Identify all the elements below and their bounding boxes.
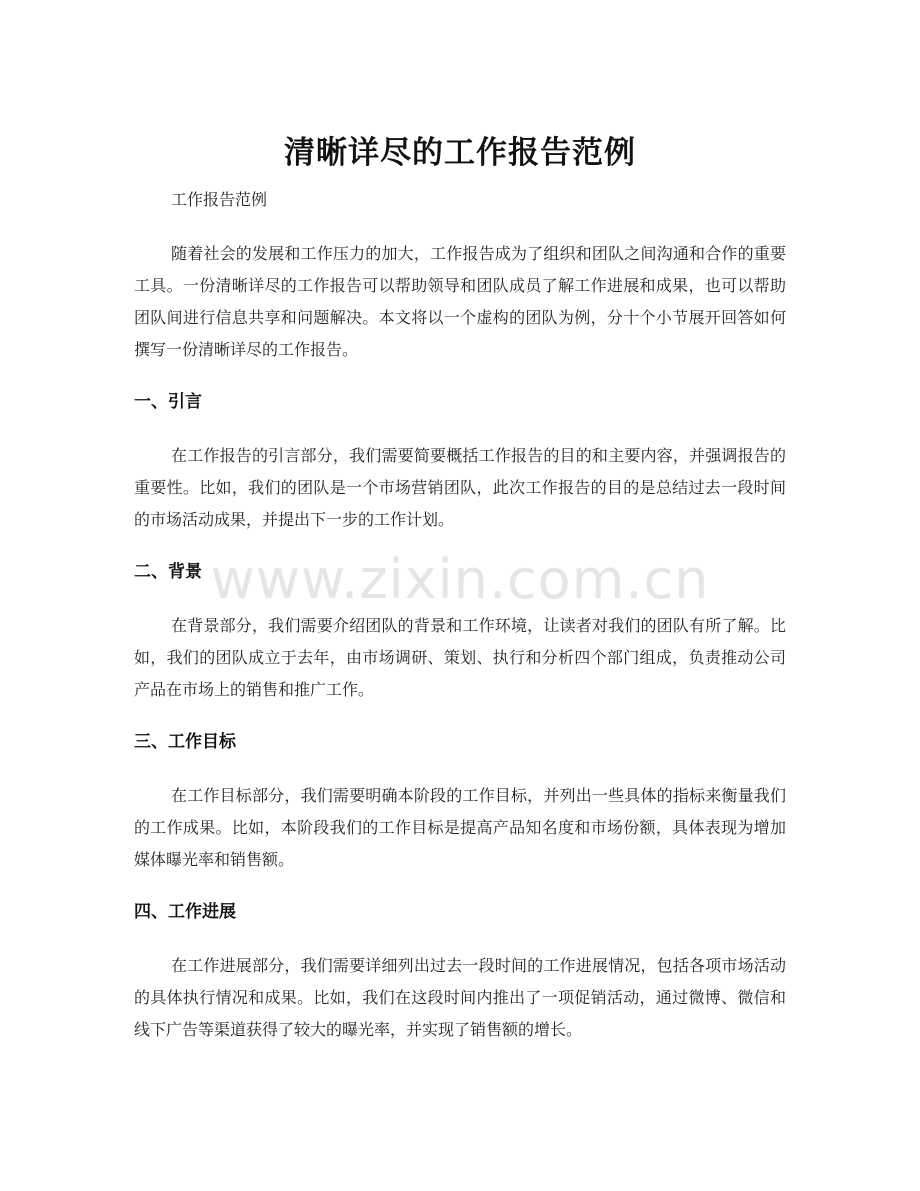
section-body-background: 在背景部分，我们需要介绍团队的背景和工作环境，让读者对我们的团队有所了解。比如，我们的团队成立于去年，由市场调研、策划、执行和分析四个部门组成，负责推动公司产品在市场上的销售和推广工作。 <box>134 616 786 699</box>
section-heading-intro: 一、引言 <box>134 392 202 412</box>
section-heading-progress: 四、工作进展 <box>134 902 236 922</box>
section-body-goals: 在工作目标部分，我们需要明确本阶段的工作目标，并列出一些具体的指标来衡量我们的工作成果。比如，本阶段我们的工作目标是提高产品知名度和市场份额，具体表现为增加媒体曝光率和销售额。 <box>134 786 786 869</box>
document-body <box>134 184 786 1046</box>
document-subtitle: 工作报告范例 <box>171 190 268 209</box>
watermark: www.zixin.com.cn <box>210 548 710 611</box>
section-body-progress: 在工作进展部分，我们需要详细列出过去一段时间的工作进展情况，包括各项市场活动的具体执行情况和成果。比如，我们在这段时间内推出了一项促销活动，通过微博、微信和线下广告等渠道获得了较大的曝光率，并实现了销售额的增长。 <box>134 956 786 1039</box>
section-heading-goals: 三、工作目标 <box>134 732 236 752</box>
section-heading-background: 二、背景 <box>134 562 202 582</box>
intro-paragraph: 随着社会的发展和工作压力的加大，工作报告成为了组织和团队之间沟通和合作的重要工具。一份清晰详尽的工作报告可以帮助领导和团队成员了解工作进展和成果，也可以帮助团队间进行信息共享和问题解决。本文将以一个虚构的团队为例，分十个小节展开回答如何撰写一份清晰详尽的工作报告。 <box>134 244 786 359</box>
document-title: 清晰详尽的工作报告范例 <box>284 134 636 171</box>
section-body-intro: 在工作报告的引言部分，我们需要简要概括工作报告的目的和主要内容，并强调报告的重要性。比如，我们的团队是一个市场营销团队，此次工作报告的目的是总结过去一段时间的市场活动成果，并提出下一步的工作计划。 <box>134 446 786 529</box>
